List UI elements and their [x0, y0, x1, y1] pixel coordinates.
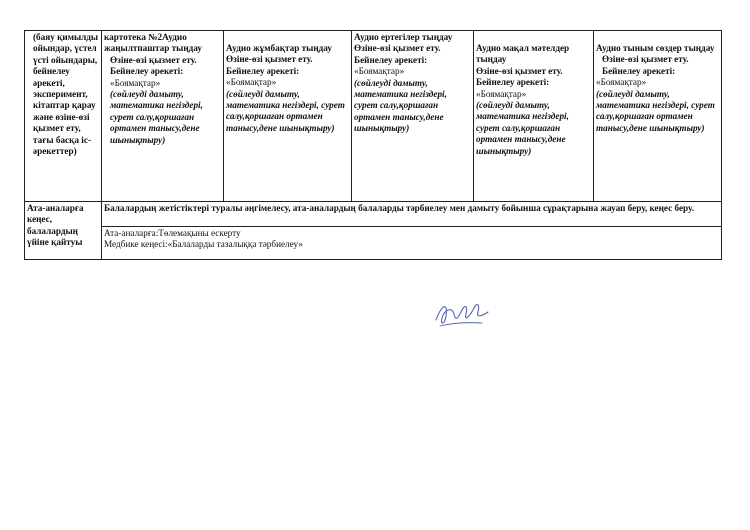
payment-reminder: Ата-аналарға:Төлемақыны ескерту — [104, 228, 241, 238]
activity-title: Аудио мақал мәтелдер тыңдау — [476, 43, 570, 65]
activity-title: Аудио тыным сөздер тыңдау — [596, 43, 715, 53]
art-value: «Боямақтар» — [476, 88, 527, 99]
art-value: «Боямақтар» — [226, 77, 277, 88]
activity-goal: (сөйлеуді дамыту, математика негіздері, сурет салу,қоршаған ортамен танысу,дене шынықтыру) — [354, 77, 447, 134]
parents-row — [25, 202, 722, 227]
activity-title: картотека №2Аудио жаңылтпаштар тыңдау — [104, 32, 203, 54]
art-label: Бейнелеу әрекеті: — [602, 65, 676, 76]
art-value: «Боямақтар» — [596, 77, 647, 88]
art-label: Бейнелеу әрекеті: — [226, 65, 300, 76]
activity-cell-5 — [594, 31, 722, 202]
activity-goal: (сөйлеуді дамыту, математика негіздері, сурет салу,қоршаған ортамен танысу,дене шынықтыру) — [596, 88, 715, 133]
art-label: Бейнелеу әрекеті: — [110, 66, 184, 77]
self-service: Өзіне-өзі қызмет ету. — [110, 54, 197, 65]
art-value: «Боямақтар» — [354, 66, 405, 77]
parents-label: Ата-аналарға кеңес, балалардың үйіне қайтуы — [27, 203, 84, 248]
activity-goal: (сөйлеуді дамыту, математика негіздері, сурет салу,қоршаған ортамен танысу,дене шынықтыру) — [226, 88, 345, 133]
art-label: Бейнелеу әрекеті: — [354, 54, 428, 65]
signature-image — [432, 296, 492, 332]
parents-conversation: Балалардың жетістіктері туралы әңгімелесу, ата-аналардың балаларды тәрбиелеу мен дамыту бойынша сұрақтарына жауап беру, кеңес беру. — [104, 203, 694, 213]
activity-cell-4 — [474, 31, 594, 202]
activity-title: Аудио ертегілер тыңдау — [354, 32, 453, 42]
self-service: Өзіне-өзі қызмет ету. — [476, 65, 563, 76]
daily-plan-table — [24, 30, 722, 260]
parents-notes-cell — [102, 227, 722, 260]
self-service: Өзіне-өзі қызмет ету. — [354, 43, 441, 54]
activities-label-cell — [25, 31, 102, 202]
self-service: Өзіне-өзі қызмет ету. — [226, 54, 313, 65]
parents-notes-row — [25, 227, 722, 260]
activities-row — [25, 31, 722, 202]
activity-title: Аудио жұмбақтар тыңдау — [226, 43, 332, 53]
parents-conversation-cell — [102, 202, 722, 227]
parents-label-cell — [25, 202, 102, 260]
activity-goal: (сөйлеуді дамыту, математика негіздері, сурет салу,қоршаған ортамен танысу,дене шынықтыру) — [476, 100, 569, 156]
art-label: Бейнелеу әрекеті: — [476, 77, 550, 88]
activity-cell-1 — [102, 31, 224, 202]
activity-cell-3 — [352, 31, 474, 202]
activity-goal: (сөйлеуді дамыту, математика негіздері, сурет салу,қоршаған ортамен танысу,дене шынықтыру) — [110, 89, 203, 145]
activities-label: (баяу қимылды ойындар, үстел үсті ойындары, бейнелеу әрекеті, эксперимент, кітаптар қарау және өзіне-өзі қызмет ету, тағы басқа іс-әрекеттер) — [33, 32, 99, 157]
self-service: Өзіне-өзі қызмет ету. — [602, 54, 689, 65]
nurse-advice: Медбике кеңесі:«Балаларды тазалыққа тәрбиелеу» — [104, 239, 303, 250]
art-value: «Боямақтар» — [110, 77, 161, 88]
activity-cell-2 — [224, 31, 352, 202]
